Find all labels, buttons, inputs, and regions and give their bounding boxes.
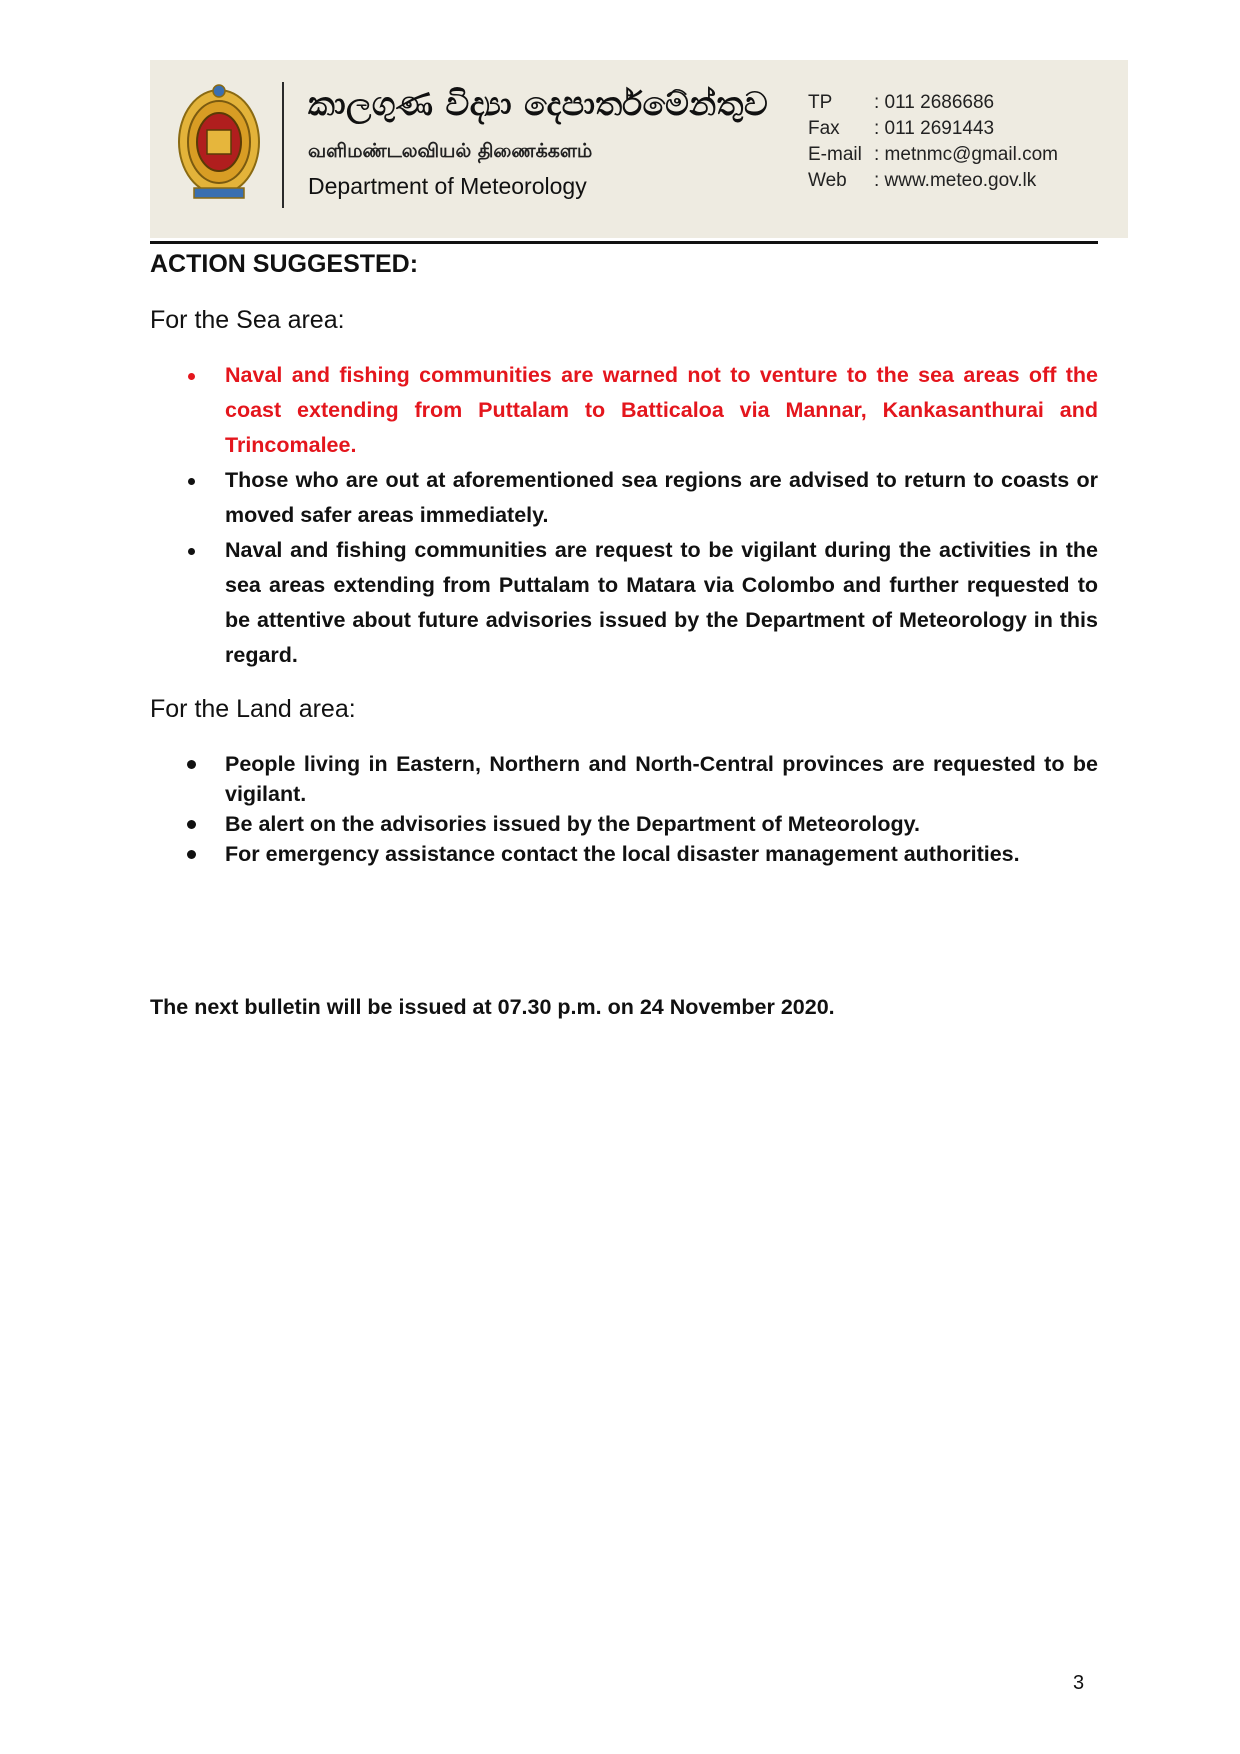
bullet-icon [187,850,196,859]
contact-row-tp [808,90,1058,116]
land-area-heading: For the Land area: [150,695,356,723]
list-item [150,463,1098,533]
list-item [150,358,1098,463]
list-item [150,839,1098,869]
contact-value: : 011 2691443 [874,118,995,139]
list-item-text: Naval and fishing communities are request to be vigilant during the activities in the sea areas extending from Puttalam to Matara via Colombo and further requested to be attentive about future advisories issued by the Department of Meteorology in this regard. [225,538,1098,667]
sea-area-list [150,358,1098,673]
contact-label: E-mail [808,144,862,165]
list-item [150,809,1098,839]
letterhead-divider [282,82,284,208]
list-item [150,533,1098,673]
org-name-english: Department of Meteorology [308,173,587,199]
contact-value: : www.meteo.gov.lk [874,170,1037,191]
letterhead [150,60,1128,238]
contact-label: TP [808,92,833,113]
bullet-icon [187,820,196,829]
contact-block [808,90,1058,194]
bullet-icon [188,478,195,485]
header-rule [150,241,1098,244]
list-item-text: Naval and fishing communities are warned not to venture to the sea areas off the coast extending from Puttalam to Batticaloa via Mannar, Kankasanthurai and Trincomalee. [225,363,1098,457]
contact-value: : metnmc@gmail.com [874,144,1058,165]
next-bulletin-notice: The next bulletin will be issued at 07.30 p.m. on 24 November 2020. [150,995,835,1019]
bullet-icon [188,373,195,380]
contact-row-fax [808,116,1058,142]
list-item-text: Be alert on the advisories issued by the Department of Meteorology. [225,812,920,836]
action-heading: ACTION SUGGESTED: [150,250,419,278]
sri-lanka-national-emblem-icon [176,82,262,202]
org-name-sinhala: කාලගුණ විද්‍යා දෙපාර්තමේන්තුව [308,84,769,123]
bullet-icon [188,548,195,555]
org-name-tamil: வளிமண்டலவியல் திணைக்களம் [308,140,593,162]
contact-value: : 011 2686686 [874,92,995,113]
contact-row-email [808,142,1058,168]
list-item-text: People living in Eastern, Northern and North-Central provinces are requested to be vigilant. [225,752,1098,806]
list-item-text: Those who are out at aforementioned sea regions are advised to return to coasts or moved safer areas immediately. [225,468,1098,527]
sea-area-heading: For the Sea area: [150,306,345,334]
page-number: 3 [1073,1672,1085,1694]
contact-label: Fax [808,118,840,139]
land-area-list [150,749,1098,869]
bullet-icon [187,760,196,769]
list-item [150,749,1098,809]
contact-row-web [808,168,1058,194]
list-item-text: For emergency assistance contact the local disaster management authorities. [225,842,1020,866]
bulletin-body [150,250,1098,869]
contact-label: Web [808,170,847,191]
